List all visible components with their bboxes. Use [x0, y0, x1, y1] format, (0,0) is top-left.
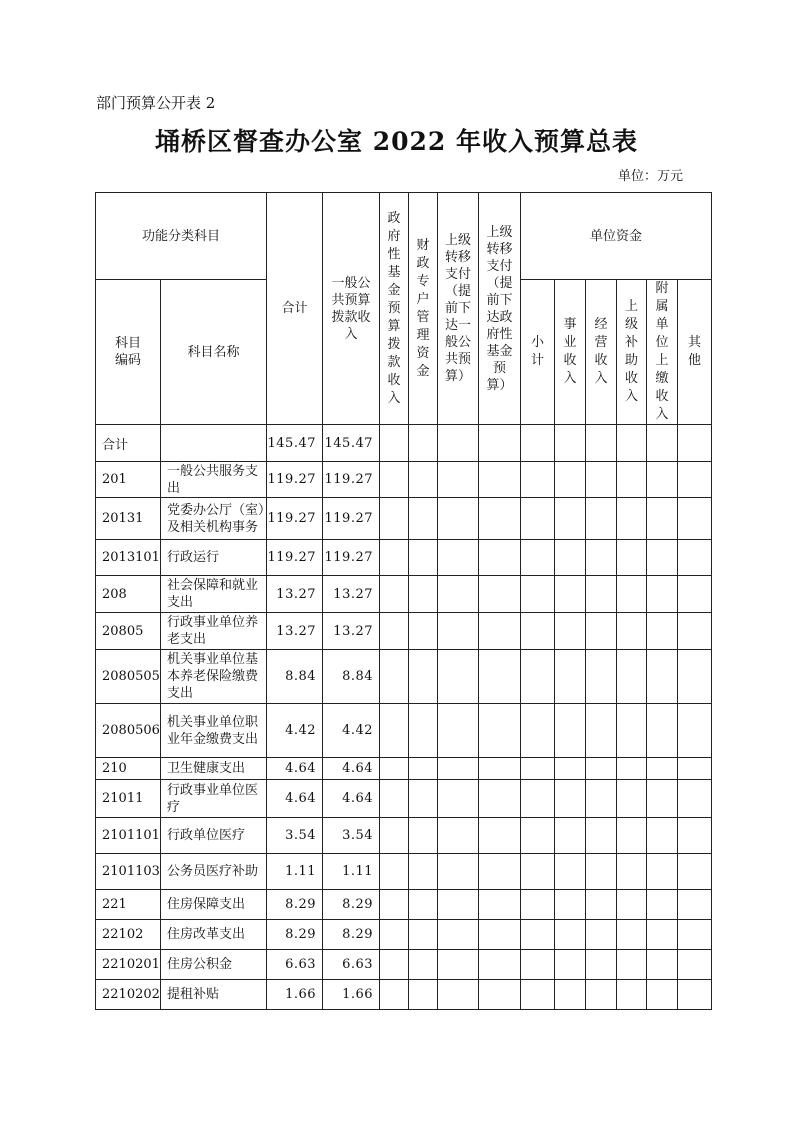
cell-empty [521, 613, 555, 650]
cell-empty [479, 613, 521, 650]
header-code: 科目编码 [96, 280, 161, 425]
cell-empty [438, 780, 479, 818]
cell-empty [555, 650, 586, 704]
cell-empty [647, 758, 678, 780]
cell-empty [409, 613, 438, 650]
cell-empty [380, 462, 409, 498]
cell-empty [521, 758, 555, 780]
cell-empty [380, 576, 409, 613]
budget-table [95, 192, 712, 1010]
cell-empty [678, 650, 712, 704]
cell-empty [586, 758, 617, 780]
cell-empty [678, 854, 712, 890]
unit-label: 单位：万元 [617, 169, 683, 184]
cell-code: 210 [96, 758, 161, 780]
cell-empty [479, 890, 521, 920]
cell-empty [647, 920, 678, 950]
cell-empty [521, 540, 555, 576]
cell-total: 1.11 [267, 854, 323, 890]
cell-name: 行政单位医疗 [161, 818, 267, 854]
cell-empty [521, 462, 555, 498]
cell-empty [586, 540, 617, 576]
cell-empty [438, 950, 479, 980]
table-row [96, 890, 712, 920]
cell-empty [409, 650, 438, 704]
table-row [96, 540, 712, 576]
cell-empty [479, 780, 521, 818]
cell-empty [617, 704, 647, 758]
cell-empty [678, 890, 712, 920]
cell-total: 4.42 [267, 704, 323, 758]
table-row [96, 980, 712, 1010]
cell-total: 145.47 [267, 425, 323, 462]
cell-empty [409, 425, 438, 462]
cell-empty [380, 758, 409, 780]
cell-empty [409, 854, 438, 890]
cell-general-budget: 8.29 [323, 890, 380, 920]
cell-total: 1.66 [267, 980, 323, 1010]
cell-empty [479, 950, 521, 980]
cell-total: 4.64 [267, 780, 323, 818]
cell-empty [617, 950, 647, 980]
table-row [96, 576, 712, 613]
cell-empty [586, 704, 617, 758]
cell-empty [678, 613, 712, 650]
cell-empty [647, 818, 678, 854]
cell-general-budget: 8.29 [323, 920, 380, 950]
header-special-account: 财政专户管理资金 [409, 193, 438, 425]
cell-empty [380, 950, 409, 980]
cell-empty [409, 498, 438, 540]
cell-name: 住房保障支出 [161, 890, 267, 920]
cell-name: 社会保障和就业支出 [161, 576, 267, 613]
cell-empty [647, 854, 678, 890]
cell-empty [521, 980, 555, 1010]
cell-empty [521, 425, 555, 462]
cell-empty [409, 920, 438, 950]
cell-empty [380, 704, 409, 758]
cell-total: 4.64 [267, 758, 323, 780]
cell-empty [555, 780, 586, 818]
cell-empty [521, 818, 555, 854]
cell-code: 2210202 [96, 980, 161, 1010]
cell-total: 119.27 [267, 540, 323, 576]
cell-empty [438, 818, 479, 854]
cell-general-budget: 119.27 [323, 462, 380, 498]
cell-name: 党委办公厅（室）及相关机构事务 [161, 498, 267, 540]
cell-empty [678, 980, 712, 1010]
cell-empty [479, 540, 521, 576]
header-business-income: 事业收入 [555, 280, 586, 425]
cell-empty [555, 818, 586, 854]
table-row [96, 920, 712, 950]
cell-empty [617, 980, 647, 1010]
cell-empty [617, 920, 647, 950]
cell-empty [678, 780, 712, 818]
cell-empty [555, 920, 586, 950]
cell-empty [409, 980, 438, 1010]
cell-code: 20805 [96, 613, 161, 650]
header-name: 科目名称 [161, 280, 267, 425]
cell-name: 公务员医疗补助 [161, 854, 267, 890]
cell-empty [479, 462, 521, 498]
cell-empty [521, 498, 555, 540]
cell-empty [678, 704, 712, 758]
cell-code: 208 [96, 576, 161, 613]
cell-empty [678, 576, 712, 613]
cell-empty [521, 704, 555, 758]
cell-empty [617, 498, 647, 540]
cell-empty [617, 462, 647, 498]
cell-empty [555, 854, 586, 890]
cell-empty [438, 704, 479, 758]
cell-empty [555, 540, 586, 576]
cell-empty [555, 890, 586, 920]
cell-empty [647, 576, 678, 613]
cell-empty [479, 704, 521, 758]
cell-empty [586, 425, 617, 462]
cell-empty [586, 613, 617, 650]
cell-name: 卫生健康支出 [161, 758, 267, 780]
cell-empty [678, 758, 712, 780]
cell-empty [438, 758, 479, 780]
cell-empty [678, 540, 712, 576]
table-row [96, 818, 712, 854]
cell-code: 22102 [96, 920, 161, 950]
cell-empty [479, 818, 521, 854]
cell-empty [380, 890, 409, 920]
cell-empty [647, 980, 678, 1010]
cell-general-budget: 3.54 [323, 818, 380, 854]
cell-empty [678, 498, 712, 540]
table-row [96, 613, 712, 650]
cell-empty [555, 758, 586, 780]
header-upper-subsidy: 上级补助收入 [617, 280, 647, 425]
cell-name: 行政事业单位医疗 [161, 780, 267, 818]
cell-general-budget: 1.11 [323, 854, 380, 890]
cell-empty [678, 818, 712, 854]
cell-empty [438, 576, 479, 613]
cell-empty [380, 540, 409, 576]
cell-general-budget: 1.66 [323, 980, 380, 1010]
cell-total: 13.27 [267, 576, 323, 613]
cell-empty [479, 498, 521, 540]
cell-code: 2080506 [96, 704, 161, 758]
cell-code: 合计 [96, 425, 161, 462]
cell-code: 201 [96, 462, 161, 498]
cell-code: 221 [96, 890, 161, 920]
cell-total: 119.27 [267, 462, 323, 498]
table-row [96, 498, 712, 540]
cell-name: 行政事业单位养老支出 [161, 613, 267, 650]
cell-total: 8.84 [267, 650, 323, 704]
header-subtotal: 小计 [521, 280, 555, 425]
cell-code: 20131 [96, 498, 161, 540]
cell-general-budget: 13.27 [323, 613, 380, 650]
header-upper-general: 上级转移支付（提前下达一般公共预算） [438, 193, 479, 425]
table-row [96, 704, 712, 758]
cell-empty [438, 540, 479, 576]
cell-empty [617, 540, 647, 576]
cell-code: 2080505 [96, 650, 161, 704]
cell-empty [438, 498, 479, 540]
cell-total: 8.29 [267, 890, 323, 920]
cell-empty [555, 425, 586, 462]
header-upper-fund: 上级转移支付（提前下达政府性基金预算） [479, 193, 521, 425]
cell-empty [438, 613, 479, 650]
cell-empty [479, 920, 521, 950]
cell-empty [521, 576, 555, 613]
cell-empty [617, 576, 647, 613]
cell-empty [409, 704, 438, 758]
cell-name: 提租补贴 [161, 980, 267, 1010]
cell-empty [586, 650, 617, 704]
cell-empty [586, 818, 617, 854]
cell-empty [555, 950, 586, 980]
doc-label: 部门预算公开表 2 [96, 94, 216, 112]
table-row [96, 854, 712, 890]
cell-empty [438, 650, 479, 704]
header-total: 合计 [267, 193, 323, 425]
cell-empty [586, 576, 617, 613]
cell-general-budget: 8.84 [323, 650, 380, 704]
cell-empty [647, 704, 678, 758]
cell-empty [479, 425, 521, 462]
cell-code: 2101101 [96, 818, 161, 854]
cell-empty [647, 425, 678, 462]
cell-empty [479, 980, 521, 1010]
header-gov-fund: 政府性基金预算拨款收入 [380, 193, 409, 425]
cell-empty [586, 950, 617, 980]
header-other: 其他 [678, 280, 712, 425]
cell-name: 一般公共服务支出 [161, 462, 267, 498]
header-affiliated-income: 附属单位上缴收入 [647, 280, 678, 425]
cell-empty [409, 818, 438, 854]
cell-name: 住房改革支出 [161, 920, 267, 950]
table-row [96, 650, 712, 704]
cell-empty [678, 462, 712, 498]
cell-empty [409, 540, 438, 576]
cell-empty [555, 498, 586, 540]
cell-empty [380, 425, 409, 462]
cell-empty [586, 498, 617, 540]
cell-empty [479, 758, 521, 780]
page-title: 埇桥区督查办公室 2022 年收入预算总表 [155, 127, 638, 156]
cell-empty [555, 613, 586, 650]
cell-empty [586, 780, 617, 818]
cell-empty [380, 818, 409, 854]
cell-empty [521, 780, 555, 818]
cell-empty [647, 650, 678, 704]
cell-empty [438, 920, 479, 950]
cell-empty [617, 425, 647, 462]
cell-general-budget: 4.64 [323, 780, 380, 818]
cell-total: 119.27 [267, 498, 323, 540]
cell-empty [617, 650, 647, 704]
cell-empty [647, 950, 678, 980]
cell-empty [521, 650, 555, 704]
cell-empty [647, 613, 678, 650]
cell-total: 6.63 [267, 950, 323, 980]
cell-code: 2210201 [96, 950, 161, 980]
cell-empty [380, 854, 409, 890]
cell-empty [647, 462, 678, 498]
cell-empty [409, 576, 438, 613]
cell-empty [380, 613, 409, 650]
cell-empty [647, 498, 678, 540]
cell-empty [479, 650, 521, 704]
cell-empty [586, 462, 617, 498]
header-unit-funds: 单位资金 [521, 193, 712, 280]
cell-empty [380, 920, 409, 950]
cell-empty [479, 576, 521, 613]
cell-general-budget: 13.27 [323, 576, 380, 613]
cell-empty [586, 890, 617, 920]
cell-empty [521, 854, 555, 890]
cell-empty [380, 980, 409, 1010]
cell-empty [521, 950, 555, 980]
cell-code: 2013101 [96, 540, 161, 576]
table-row [96, 950, 712, 980]
cell-empty [586, 920, 617, 950]
cell-general-budget: 119.27 [323, 540, 380, 576]
cell-empty [380, 780, 409, 818]
cell-empty [678, 950, 712, 980]
table-row [96, 462, 712, 498]
cell-general-budget: 4.64 [323, 758, 380, 780]
cell-name: 机关事业单位基本养老保险缴费支出 [161, 650, 267, 704]
cell-name [161, 425, 267, 462]
cell-empty [380, 498, 409, 540]
cell-empty [438, 425, 479, 462]
cell-empty [409, 890, 438, 920]
cell-empty [521, 890, 555, 920]
cell-general-budget: 145.47 [323, 425, 380, 462]
cell-empty [617, 854, 647, 890]
cell-empty [380, 650, 409, 704]
cell-empty [617, 613, 647, 650]
cell-empty [586, 980, 617, 1010]
cell-name: 行政运行 [161, 540, 267, 576]
cell-empty [409, 950, 438, 980]
cell-name: 机关事业单位职业年金缴费支出 [161, 704, 267, 758]
table-row [96, 758, 712, 780]
cell-empty [438, 980, 479, 1010]
header-functional-class: 功能分类科目 [96, 193, 267, 280]
cell-empty [647, 540, 678, 576]
cell-empty [479, 854, 521, 890]
header-general-budget: 一般公共预算拨款收入 [323, 193, 380, 425]
cell-empty [409, 780, 438, 818]
cell-empty [438, 854, 479, 890]
cell-empty [438, 890, 479, 920]
cell-empty [555, 704, 586, 758]
table-row [96, 780, 712, 818]
cell-total: 8.29 [267, 920, 323, 950]
cell-empty [678, 920, 712, 950]
cell-code: 21011 [96, 780, 161, 818]
cell-empty [438, 462, 479, 498]
header-operating-income: 经营收入 [586, 280, 617, 425]
cell-empty [409, 462, 438, 498]
cell-empty [521, 920, 555, 950]
cell-total: 3.54 [267, 818, 323, 854]
cell-general-budget: 6.63 [323, 950, 380, 980]
cell-name: 住房公积金 [161, 950, 267, 980]
cell-empty [647, 890, 678, 920]
cell-empty [617, 758, 647, 780]
cell-empty [555, 576, 586, 613]
cell-general-budget: 119.27 [323, 498, 380, 540]
cell-empty [678, 425, 712, 462]
cell-empty [617, 780, 647, 818]
cell-empty [647, 780, 678, 818]
cell-total: 13.27 [267, 613, 323, 650]
cell-empty [586, 854, 617, 890]
cell-empty [555, 980, 586, 1010]
cell-empty [555, 462, 586, 498]
cell-general-budget: 4.42 [323, 704, 380, 758]
cell-code: 2101103 [96, 854, 161, 890]
cell-empty [617, 890, 647, 920]
cell-empty [409, 758, 438, 780]
table-row [96, 425, 712, 462]
cell-empty [617, 818, 647, 854]
